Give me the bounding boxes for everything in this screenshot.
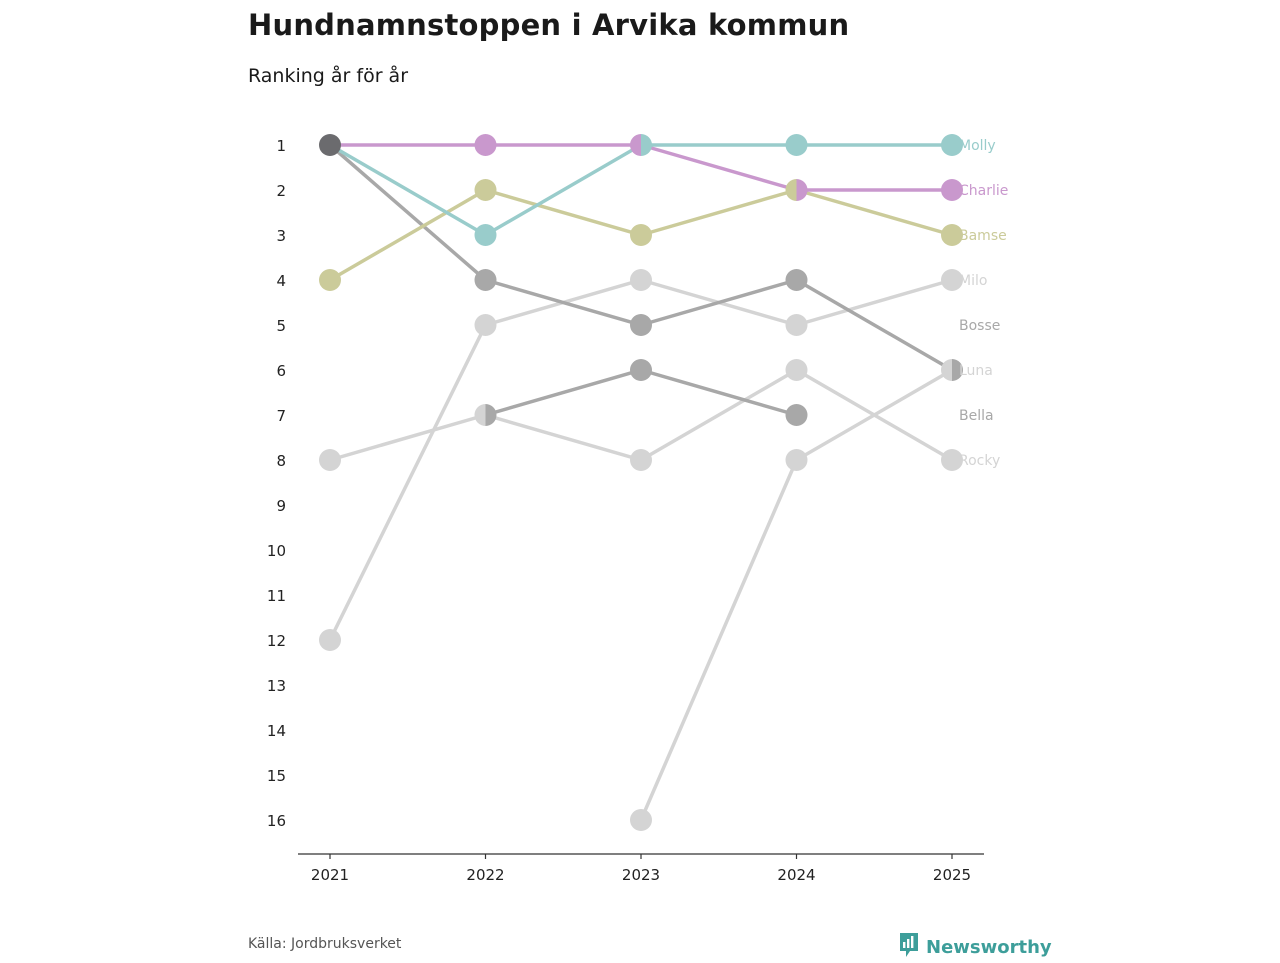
y-tick-label: 2 bbox=[276, 182, 286, 200]
point-bosse bbox=[630, 314, 652, 336]
y-tick-label: 1 bbox=[276, 137, 286, 155]
y-tick-label: 10 bbox=[266, 542, 286, 560]
y-tick-label: 8 bbox=[276, 452, 286, 470]
point-rocky bbox=[475, 404, 486, 426]
y-tick-label: 11 bbox=[266, 587, 286, 605]
y-tick-label: 12 bbox=[266, 632, 286, 650]
end-label-molly: Molly bbox=[959, 138, 996, 154]
point-charlie bbox=[475, 134, 497, 156]
y-tick-label: 14 bbox=[266, 722, 286, 740]
end-label-luna: Luna bbox=[959, 363, 993, 379]
y-tick-label: 6 bbox=[276, 362, 286, 380]
point-bella bbox=[630, 359, 652, 381]
end-label-rocky: Rocky bbox=[959, 453, 1001, 469]
end-label-bamse: Bamse bbox=[959, 228, 1007, 244]
y-tick-label: 15 bbox=[266, 767, 286, 785]
end-label-charlie: Charlie bbox=[959, 183, 1009, 199]
point-bosse bbox=[786, 269, 808, 291]
x-tick-label: 2022 bbox=[466, 866, 505, 884]
y-tick-label: 13 bbox=[266, 677, 286, 695]
bar-chart-bubble-icon bbox=[898, 931, 920, 963]
chart-subtitle: Ranking år för år bbox=[248, 65, 409, 87]
brand-name: Newsworthy bbox=[926, 936, 1052, 958]
point-rocky bbox=[319, 449, 341, 471]
point-bamse bbox=[630, 224, 652, 246]
series-line-bosse bbox=[330, 145, 952, 370]
point-rocky bbox=[786, 359, 808, 381]
y-tick-label: 16 bbox=[266, 812, 286, 830]
point-bosse bbox=[475, 269, 497, 291]
y-tick-label: 9 bbox=[276, 497, 286, 515]
y-tick-label: 7 bbox=[276, 407, 286, 425]
point-charlie bbox=[797, 179, 808, 201]
point-bella bbox=[486, 404, 497, 426]
point-bamse bbox=[786, 179, 797, 201]
x-tick-label: 2025 bbox=[932, 866, 972, 884]
y-tick-label: 4 bbox=[276, 272, 286, 290]
point-bamse bbox=[475, 179, 497, 201]
point-milo bbox=[630, 269, 652, 291]
end-label-milo: Milo bbox=[959, 273, 988, 289]
point-luna bbox=[630, 809, 652, 831]
point-milo bbox=[786, 314, 808, 336]
series-line-luna bbox=[641, 370, 952, 820]
source-note: Källa: Jordbruksverket bbox=[248, 936, 402, 952]
y-tick-label: 3 bbox=[276, 227, 286, 245]
chart-title: Hundnamnstoppen i Arvika kommun bbox=[248, 8, 850, 42]
point-molly bbox=[786, 134, 808, 156]
x-tick-label: 2023 bbox=[621, 866, 661, 884]
y-tick-label: 5 bbox=[276, 317, 286, 335]
point-milo bbox=[475, 314, 497, 336]
point-luna bbox=[941, 359, 952, 381]
end-label-bella: Bella bbox=[959, 408, 994, 424]
point-overlap bbox=[319, 134, 341, 156]
point-bamse bbox=[319, 269, 341, 291]
point-molly bbox=[475, 224, 497, 246]
end-label-bosse: Bosse bbox=[959, 318, 1001, 334]
brand-logo[interactable] bbox=[898, 931, 1052, 963]
x-tick-label: 2024 bbox=[777, 866, 816, 884]
point-bella bbox=[786, 404, 808, 426]
point-rocky bbox=[630, 449, 652, 471]
point-luna bbox=[786, 449, 808, 471]
point-charlie bbox=[630, 134, 641, 156]
x-tick-label: 2021 bbox=[310, 866, 350, 884]
point-molly bbox=[641, 134, 652, 156]
point-milo bbox=[319, 629, 341, 651]
series-line-rocky bbox=[330, 370, 952, 460]
